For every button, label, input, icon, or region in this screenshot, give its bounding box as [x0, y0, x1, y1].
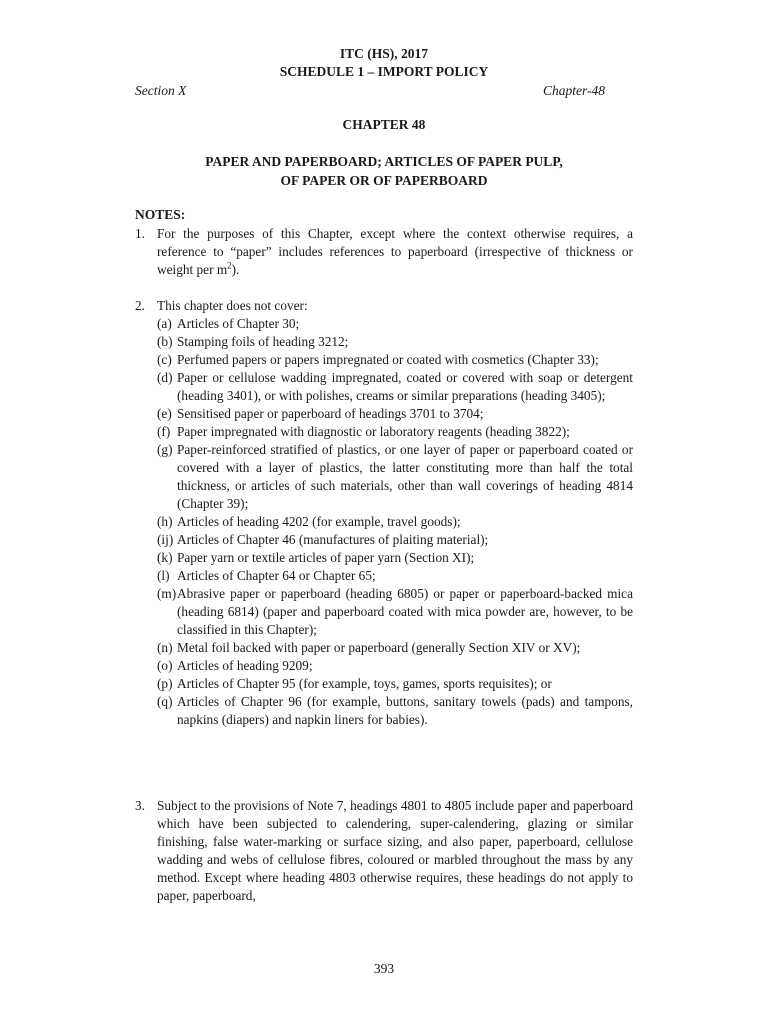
note-1-superscript: 2 — [227, 260, 232, 271]
document-header-title: ITC (HS), 2017 — [339, 46, 429, 61]
note-1-body: For the purposes of this Chapter, except where the context otherwise requires, a reference to “paper” includes references to paperboard (irrespective of thickness or weight per m — [157, 226, 633, 277]
note-3-number: 3. — [135, 798, 145, 813]
list-item-text: Perfumed papers or papers impregnated or coated with cosmetics (Chapter 33); — [177, 352, 599, 367]
list-item-label: (a) — [157, 316, 172, 331]
chapter-subtitle-line2: OF PAPER OR OF PAPERBOARD — [280, 173, 488, 188]
list-item-label: (p) — [157, 676, 173, 691]
list-item-text: Metal foil backed with paper or paperboard (generally Section XIV or XV); — [177, 640, 581, 655]
list-item — [157, 423, 633, 441]
note-1 — [135, 225, 633, 279]
list-item-text: Articles of Chapter 96 (for example, buttons, sanitary towels (pads) and tampons, napkins (diapers) and napkin liners for babies). — [177, 694, 633, 727]
list-item-text: Articles of Chapter 95 (for example, toys, games, sports requisites); or — [177, 676, 552, 691]
list-item-label: (b) — [157, 334, 173, 349]
list-item — [157, 549, 633, 567]
list-item-text: Articles of Chapter 64 or Chapter 65; — [177, 568, 376, 583]
list-item — [157, 333, 633, 351]
list-item-text: Paper-reinforced stratified of plastics, or one layer of paper or paperboard coated or covered with a layer of plastics, the latter constituting more than half the total thickness, or articles of such materials, other than wall coverings of heading 4814 (Chapter 39); — [177, 442, 633, 511]
list-item-text: Articles of Chapter 30; — [177, 316, 300, 331]
note-3 — [135, 797, 633, 905]
list-item-text: Paper impregnated with diagnostic or laboratory reagents (heading 3822); — [177, 424, 570, 439]
list-item-label: (m) — [157, 586, 177, 601]
list-item — [157, 369, 633, 405]
list-item — [157, 585, 633, 639]
note-3-text: Subject to the provisions of Note 7, headings 4801 to 4805 include paper and paperboard which have been subjected to calendering, super-calendering, glazing or similar finishing, false water-marking or surface sizing, and also paper, paperboard, cellulose wadding and webs of cellulose fibres, coloured or marbled throughout the mass by any method. Except where heading 4803 otherwise requires, these headings do not apply to paper, paperboard, — [157, 798, 633, 903]
note-2-content — [157, 297, 633, 729]
note-1-text — [157, 225, 633, 279]
list-item — [157, 693, 633, 729]
list-item-text: Articles of heading 9209; — [177, 658, 313, 673]
list-item-label: (q) — [157, 694, 173, 709]
list-item-label: (n) — [157, 640, 173, 655]
list-item — [157, 567, 633, 585]
list-item-label: (f) — [157, 424, 171, 439]
list-item — [157, 531, 633, 549]
list-item — [157, 405, 633, 423]
page-number: 393 — [373, 961, 395, 976]
document-header-schedule: SCHEDULE 1 – IMPORT POLICY — [279, 64, 489, 79]
list-item-label: (d) — [157, 370, 173, 385]
notes-heading: NOTES: — [135, 207, 186, 222]
list-item-text: Sensitised paper or paperboard of headings 3701 to 3704; — [177, 406, 484, 421]
list-item — [157, 315, 633, 333]
list-item-text: Abrasive paper or paperboard (heading 6805) or paper or paperboard-backed mica (heading 6814) (paper and paperboard coated with mica powder are, however, to be classified in this Chapter); — [177, 586, 633, 637]
list-item-label: (h) — [157, 514, 173, 529]
chapter-subtitle-line1: PAPER AND PAPERBOARD; ARTICLES OF PAPER PULP, — [205, 154, 563, 169]
list-item — [157, 675, 633, 693]
list-item — [157, 639, 633, 657]
list-item-label: (l) — [157, 568, 170, 583]
chapter-title: CHAPTER 48 — [342, 117, 426, 132]
list-item-label: (e) — [157, 406, 172, 421]
list-item — [157, 513, 633, 531]
list-item-text: Paper or cellulose wadding impregnated, coated or covered with soap or detergent (heading 3401), or with polishes, creams or similar preparations (heading 3405); — [177, 370, 633, 403]
list-item-label: (g) — [157, 442, 173, 457]
list-item-label: (ij) — [157, 532, 174, 547]
note-2-intro: This chapter does not cover: — [157, 298, 308, 313]
list-item — [157, 351, 633, 369]
list-item-label: (c) — [157, 352, 172, 367]
list-item-text: Stamping foils of heading 3212; — [177, 334, 349, 349]
list-item — [157, 657, 633, 675]
list-item-label: (k) — [157, 550, 173, 565]
note-1-number: 1. — [135, 226, 145, 241]
section-label: Section X — [135, 83, 187, 98]
chapter-reference: Chapter-48 — [543, 83, 605, 98]
list-item-text: Articles of heading 4202 (for example, travel goods); — [177, 514, 461, 529]
note-2-number: 2. — [135, 298, 145, 313]
note-1-tail: ). — [231, 262, 240, 277]
list-item-text: Articles of Chapter 46 (manufactures of plaiting material); — [177, 532, 489, 547]
list-item — [157, 441, 633, 513]
list-item-label: (o) — [157, 658, 173, 673]
list-item-text: Paper yarn or textile articles of paper yarn (Section XI); — [177, 550, 475, 565]
note-2 — [135, 297, 633, 729]
